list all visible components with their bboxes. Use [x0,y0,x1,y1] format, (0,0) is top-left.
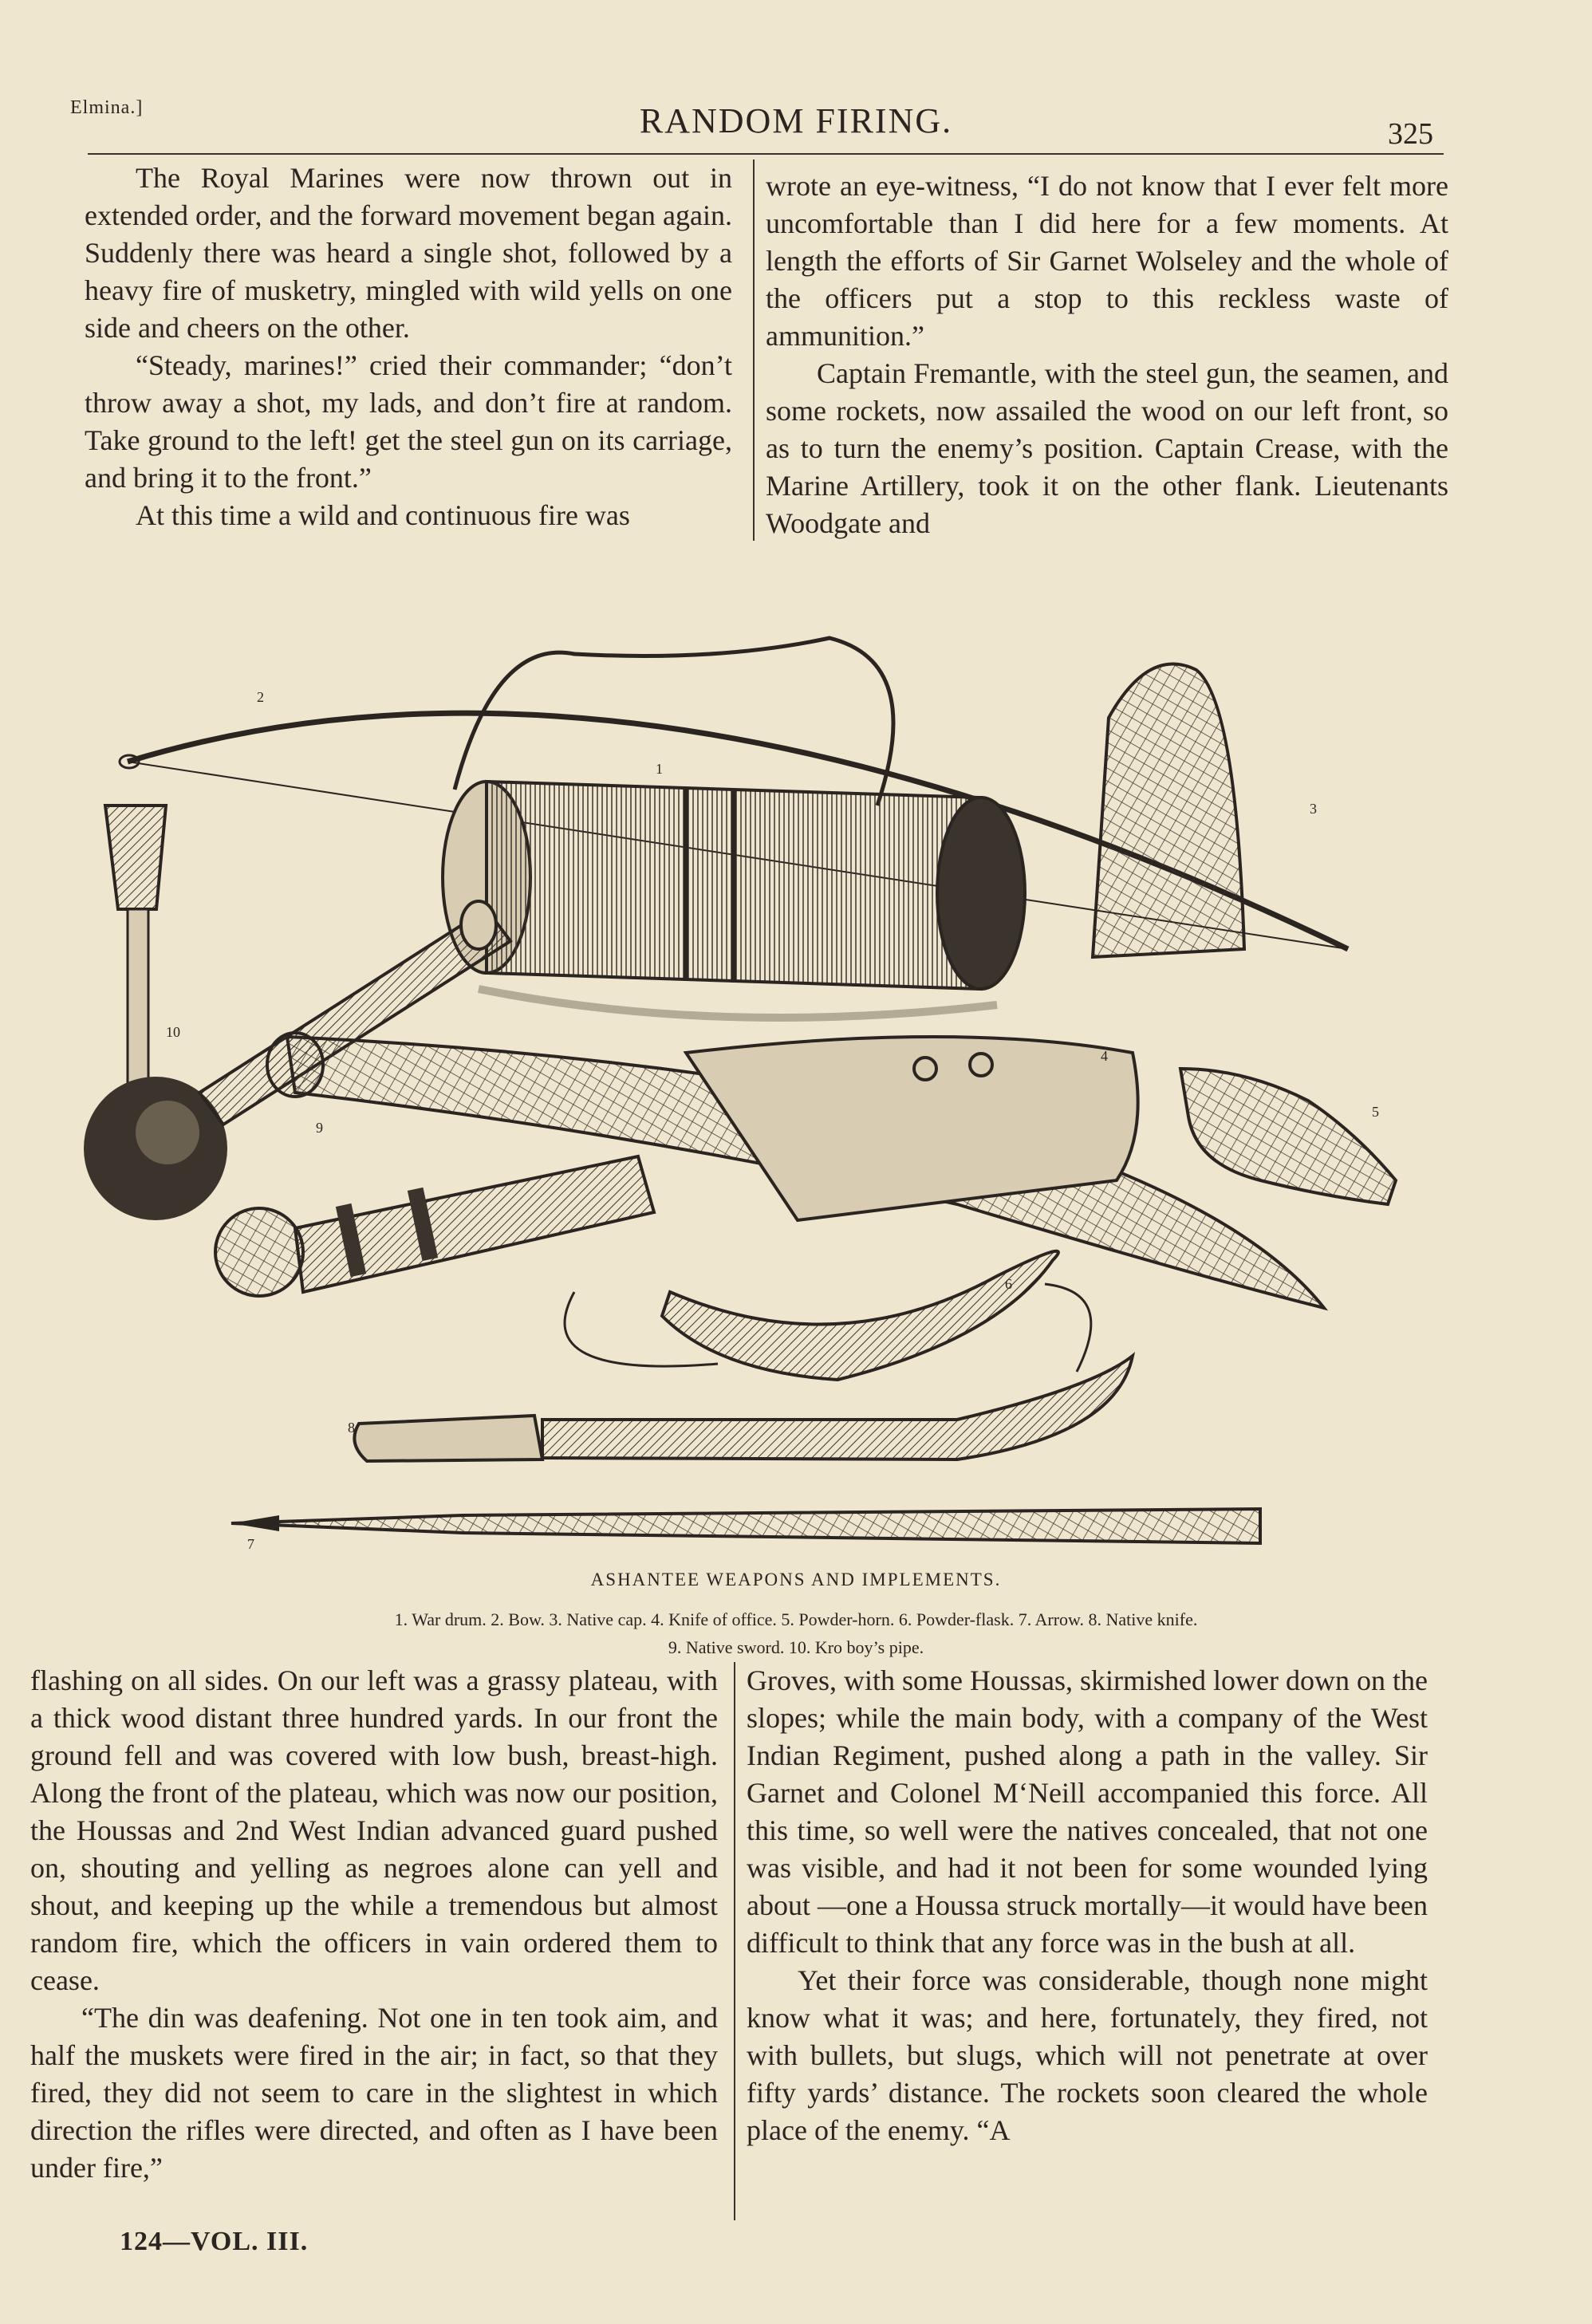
figure-label: 6 [1005,1276,1012,1292]
paragraph: flashing on all sides. On our left was a grassy plateau, with a thick wood distant three hundred yards. In our front the ground fell and was covered with low bush, breast-high. Along the front of the plateau, which was now our position, the Houssas and 2nd West Indian advanced guard pushed on, shouting and yelling as negroes alone can yell and shout, and keeping up the while a tremendous but almost random fire, which the officers in vain ordered them to cease. [30,1664,718,1996]
paragraph: At this time a wild and continuous fire was [136,499,630,531]
arrow-illustration [231,1509,1260,1543]
war-drum-illustration [443,638,1025,1018]
header-rule [88,153,1444,155]
bottom-right-column [747,1662,1428,2149]
native-cap-illustration [1093,664,1244,958]
figure-label: 5 [1372,1104,1379,1120]
running-head-title: RANDOM FIRING. [639,101,953,140]
paragraph: “The din was deafening. Not one in ten took aim, and half the muskets were fired in the air; in fact, so that they fired, they did not seem to care in the slightest in which direction the rifles were directed, and often as I have been under fire,” [30,2002,718,2184]
paragraph: Captain Fremantle, with the steel gun, the seamen, and some rockets, now assailed the wood on our left front, so as to turn the enemy’s position. Captain Crease, with the Marine Artillery, took it on the other flank. Lieutenants Woodgate and [766,357,1448,539]
paragraph: Groves, with some Houssas, skirmished lower down on the slopes; while the main body, with a company of the West Indian Regiment, pushed along a path in the valley. Sir Garnet and Colonel M‘Neill accompanied this force. All this time, so well were the natives concealed, that not one was visible, and had it not been for some wounded lying about —one a Houssa struck mortally—it would have been difficult to think that any force was in the bush at all. [747,1664,1428,1959]
page-number: 325 [1388,117,1433,151]
figure-caption-list [96,1605,1496,1661]
figure-label: 9 [316,1120,323,1136]
running-head-left: Elmina.] [70,97,144,118]
sword-illustration [267,1033,1324,1308]
paragraph: The Royal Marines were now thrown out in extended order, and the forward movement began again. Suddenly there was heard a single shot, followed by a heavy fire of musketry, mingled with wild yells on one side and cheers on the other. [85,162,732,344]
figure-label: 3 [1310,801,1317,817]
figure-label: 4 [1101,1048,1108,1064]
figure-label: 10 [166,1024,180,1040]
native-knife-illustration [354,1356,1133,1461]
column-divider [734,1662,735,2220]
figure-label: 7 [247,1536,254,1552]
sword-handle-illustration [215,1156,654,1296]
column-divider [753,160,755,541]
figure-caption-line: 9. Native sword. 10. Kro boy’s pipe. [668,1637,924,1657]
volume-signature: 124—VOL. III. [120,2227,309,2256]
weapons-engraving [80,574,1436,1563]
top-left-column [85,160,732,534]
figure-caption-title: ASHANTEE WEAPONS AND IMPLEMENTS. [590,1570,1002,1589]
bottom-left-column [30,1662,718,2187]
figure-label: 8 [348,1420,355,1436]
figure-label: 2 [257,689,264,705]
paragraph: “Steady, marines!” cried their commander; “don’t throw away a shot, my lads, and don’t fire at random. Take ground to the left! get the steel gun on its carriage, and bring it to the front.” [85,349,732,494]
powder-horn-illustration [1180,1069,1396,1204]
paragraph: Yet their force was considerable, though none might know what it was; and here, fortunately, they fired, not with bullets, but slugs, which will not penetrate at over fifty yards’ distance. The rockets soon cleared the whole place of the enemy. “A [747,1964,1428,2146]
paragraph: wrote an eye-witness, “I do not know that I ever felt more uncomfortable than I did here for a few moments. At length the efforts of Sir Garnet Wolseley and the whole of the officers put a stop to this reckless waste of ammunition.” [766,170,1448,352]
top-right-column [766,167,1448,542]
figure-label: 1 [656,761,663,777]
powder-flask-illustration [565,1251,1091,1380]
figure-caption-line: 1. War drum. 2. Bow. 3. Native cap. 4. Knife of office. 5. Powder-horn. 6. Powder-flask. 7. Arrow. 8. Native knife. [394,1609,1198,1629]
